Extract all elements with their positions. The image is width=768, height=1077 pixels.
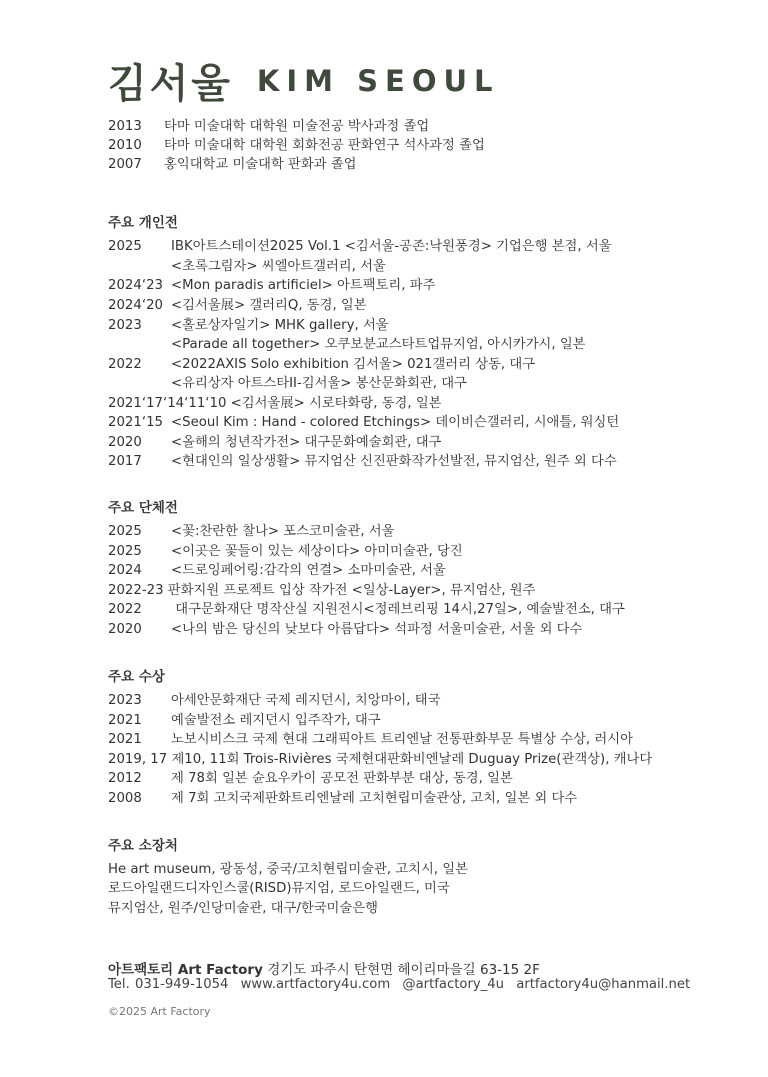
entry-text: <홀로상자일기> MHK gallery, 서울 bbox=[171, 318, 389, 333]
email-link[interactable]: artfactory4u@hanmail.net bbox=[516, 977, 691, 992]
gallery-name: 아트팩토리 Art Factory bbox=[108, 962, 263, 978]
solo-item bbox=[108, 317, 389, 335]
instagram-handle[interactable]: @artfactory_4u bbox=[402, 977, 505, 992]
award-item bbox=[108, 731, 633, 749]
copyright: ©2025 Art Factory bbox=[108, 1005, 211, 1018]
year: 2020 bbox=[108, 622, 142, 637]
year: 2025 bbox=[108, 544, 142, 559]
solo-heading: 주요 개인전 bbox=[108, 215, 178, 231]
year: 2013 bbox=[108, 119, 142, 134]
solo-item bbox=[108, 375, 467, 393]
solo-item bbox=[108, 414, 619, 432]
award-item bbox=[108, 712, 381, 730]
entry-text: 노보시비스크 국제 현대 그래픽아트 트리엔날 전통판화부문 특별상 수상, 러시아 bbox=[171, 732, 633, 747]
year: 2023 bbox=[108, 693, 142, 708]
year: 2008 bbox=[108, 791, 142, 806]
group-heading: 주요 단체전 bbox=[108, 500, 178, 516]
year: 2021 bbox=[108, 713, 142, 728]
year: 2017 bbox=[108, 454, 142, 469]
artist-name-en: KIM SEOUL bbox=[256, 63, 500, 98]
solo-item bbox=[108, 395, 442, 413]
group-item bbox=[108, 582, 536, 600]
year: 2025 bbox=[108, 524, 142, 539]
education-item bbox=[108, 156, 357, 174]
group-item bbox=[108, 621, 582, 639]
entry-text: 타마 미술대학 대학원 미술전공 박사과정 졸업 bbox=[164, 119, 430, 134]
entry-text: 제10, 11회 Trois-Rivières 국제현대판화비엔날레 Duguay Prize(관객상), 캐나다 bbox=[167, 752, 653, 767]
entry-text: 판화지원 프로젝트 입상 작가전 <일상-Layer>, 뮤지엄산, 원주 bbox=[163, 583, 536, 598]
solo-item bbox=[108, 277, 435, 295]
year: 2024‘23 bbox=[108, 278, 163, 293]
education-item bbox=[108, 137, 485, 155]
artist-title bbox=[108, 52, 500, 109]
solo-item bbox=[108, 434, 441, 452]
group-item bbox=[108, 543, 463, 561]
entry-text: <이곳은 꽃들이 있는 세상이다> 아미미술관, 당진 bbox=[171, 544, 463, 559]
gallery-info bbox=[108, 958, 540, 978]
entry-text: 아세안문화재단 국제 레지던시, 치앙마이, 태국 bbox=[171, 693, 441, 708]
year: 2022 bbox=[108, 602, 142, 617]
year: 2024‘20 bbox=[108, 298, 163, 313]
group-item bbox=[108, 562, 446, 580]
gallery-address: 경기도 파주시 탄현면 헤이리마을길 63-15 2F bbox=[267, 962, 540, 978]
contact-line bbox=[108, 977, 697, 992]
awards-heading: 주요 수상 bbox=[108, 669, 165, 685]
entry-text: <현대인의 일상생활> 뮤지엄산 신진판화작가선발전, 뮤지엄산, 원주 외 다수 bbox=[171, 454, 617, 469]
entry-text: 제 7회 고치국제판화트리엔날레 고치현립미술관상, 고치, 일본 외 다수 bbox=[171, 791, 578, 806]
collections-heading: 주요 소장처 bbox=[108, 838, 178, 854]
collection-line: He art museum, 광동성, 중국/고치현립미술관, 고치시, 일본 bbox=[108, 862, 468, 877]
year: 2021‘15 bbox=[108, 415, 163, 430]
year: 2022-23 bbox=[108, 583, 164, 598]
entry-text: <꽃:찬란한 찰나> 포스코미술관, 서울 bbox=[171, 524, 395, 539]
entry-text: 예술발전소 레지던시 입주작가, 대구 bbox=[171, 713, 381, 728]
solo-item bbox=[108, 453, 617, 471]
year: 2007 bbox=[108, 157, 142, 172]
award-item bbox=[108, 770, 513, 788]
solo-item bbox=[108, 336, 586, 354]
entry-text: <초록그림자> 씨엘아트갤러리, 서울 bbox=[171, 259, 386, 274]
solo-item bbox=[108, 258, 386, 276]
award-item bbox=[108, 751, 652, 769]
entry-text: <올해의 청년작가전> 대구문화예술회관, 대구 bbox=[171, 435, 442, 450]
entry-text: <2022AXIS Solo exhibition 김서울> 021갤러리 상동, 대구 bbox=[171, 357, 536, 372]
entry-text: 대구문화재단 명작산실 지원전시<정레브리핑 14시,27일>, 예술발전소, 대구 bbox=[171, 602, 625, 617]
entry-text: IBK아트스테이션2025 Vol.1 <김서울-공존:낙원풍경> 기업은행 본점, 서울 bbox=[171, 239, 612, 254]
phone-number: Tel. 031-949-1054 bbox=[108, 977, 229, 992]
year: 2010 bbox=[108, 138, 142, 153]
year: 2021 bbox=[108, 732, 142, 747]
solo-item bbox=[108, 356, 535, 374]
entry-text: <드로잉페어링:감각의 연결> 소마미술관, 서울 bbox=[171, 563, 446, 578]
year: 2025 bbox=[108, 239, 142, 254]
entry-text: 제 78회 일본 슌요우카이 공모전 판화부분 대상, 동경, 일본 bbox=[171, 771, 513, 786]
group-item bbox=[108, 601, 625, 619]
collection-line: 뮤지엄산, 원주/인당미술관, 대구/한국미술은행 bbox=[108, 901, 378, 916]
award-item bbox=[108, 790, 577, 808]
website-link[interactable]: www.artfactory4u.com bbox=[240, 977, 391, 992]
entry-text: <Parade all together> 오쿠보분교스타트업뮤지엄, 아시카가시, 일본 bbox=[171, 337, 586, 352]
year: 2020 bbox=[108, 435, 142, 450]
solo-item bbox=[108, 238, 612, 256]
group-item bbox=[108, 523, 395, 541]
entry-text: <Seoul Kim : Hand - colored Etchings> 데이비슨갤러리, 시애틀, 워싱턴 bbox=[171, 415, 620, 430]
year: 2019, 17 bbox=[108, 752, 168, 767]
entry-text: <나의 밤은 당신의 낮보다 아름답다> 석파정 서울미술관, 서울 외 다수 bbox=[171, 622, 583, 637]
year: 2024 bbox=[108, 563, 142, 578]
year: 2023 bbox=[108, 318, 142, 333]
artist-name-kr: 김서울 bbox=[108, 61, 233, 107]
award-item bbox=[108, 692, 440, 710]
entry-text: <유리상자 아트스타II-김서울> 봉산문화회관, 대구 bbox=[171, 376, 467, 391]
collection-line: 로드아일랜드디자인스쿨(RISD)뮤지엄, 로드아일랜드, 미국 bbox=[108, 881, 450, 896]
entry-text: <김서울展> 갤러리Q, 동경, 일본 bbox=[171, 298, 367, 313]
entry-text: <김서울展> 시로타화랑, 동경, 일본 bbox=[226, 396, 442, 411]
entry-text: 홍익대학교 미술대학 판화과 졸업 bbox=[164, 157, 357, 172]
year: 2021‘17‘14‘11‘10 bbox=[108, 396, 227, 411]
entry-text: <Mon paradis artificiel> 아트팩토리, 파주 bbox=[171, 278, 436, 293]
education-item bbox=[108, 118, 429, 136]
entry-text: 타마 미술대학 대학원 회화전공 판화연구 석사과정 졸업 bbox=[164, 138, 485, 153]
year: 2022 bbox=[108, 357, 142, 372]
solo-item bbox=[108, 297, 367, 315]
year: 2012 bbox=[108, 771, 142, 786]
